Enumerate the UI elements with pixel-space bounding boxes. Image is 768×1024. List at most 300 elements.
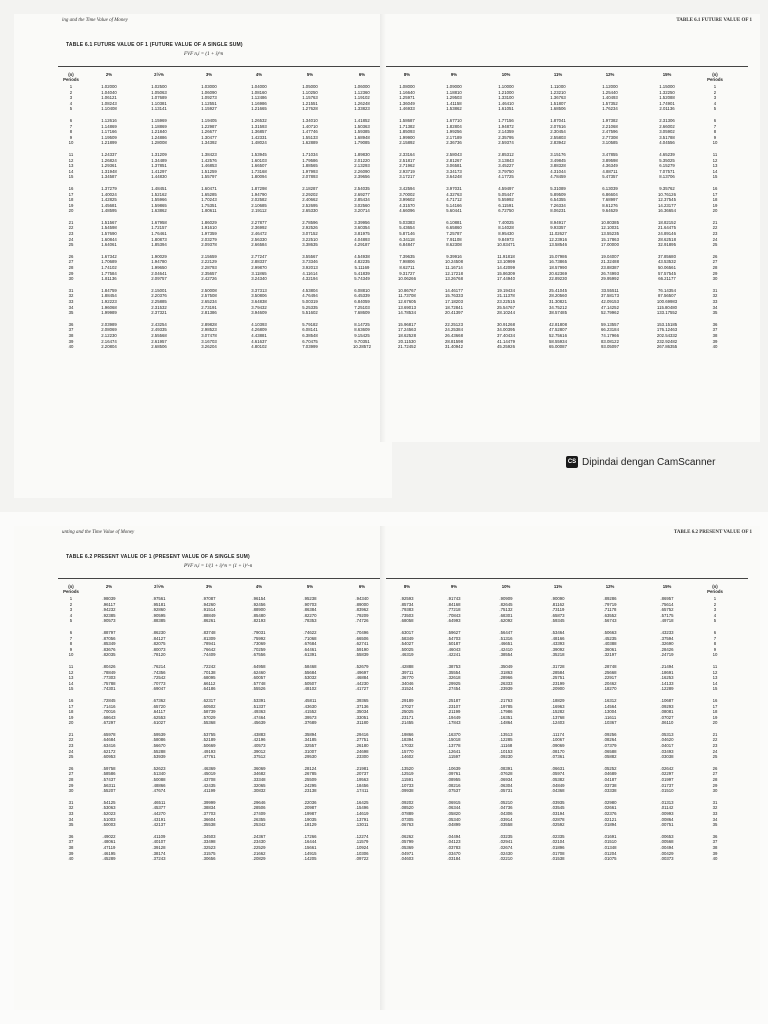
table-cell: .00568 (660, 839, 674, 845)
table-cell: 2.88337 (251, 259, 267, 265)
table-cell: 3.60354 (354, 225, 370, 231)
table-cell: 33 (712, 811, 718, 816)
table-cell: .56311 (102, 782, 116, 788)
table-cell: .48166 (551, 635, 565, 641)
column-header: 6% (358, 72, 366, 77)
column-header: 8% (403, 72, 411, 77)
table-cell: 15.07986 (549, 253, 567, 259)
table-cell: 1.41158 (446, 100, 462, 106)
table-column (480, 584, 532, 862)
table-cell: 24 (68, 236, 74, 242)
table-cell: .48102 (303, 686, 317, 692)
column-header: 5% (306, 72, 314, 77)
table-cell: 9.70351 (354, 338, 370, 344)
table-cell: 35 (712, 822, 718, 828)
table-cell: 1.85394 (151, 242, 167, 248)
column-header: 2½% (154, 72, 164, 77)
table-cell: 2.47596 (602, 129, 618, 135)
table-cell: 1.73168 (251, 168, 267, 174)
table-cell: 2.77308 (602, 134, 618, 140)
table-cell: 9.84973 (498, 236, 514, 242)
table-cell: .92456 (252, 601, 266, 607)
table-cell: 2.27877 (251, 219, 267, 225)
table-cell: 1.13141 (151, 106, 167, 112)
table-cell: .79719 (603, 601, 617, 607)
table-cell: 1.36763 (550, 95, 566, 101)
table-cell: 8.62308 (446, 242, 462, 248)
column-header: 11% (553, 72, 563, 77)
table-cell: .31180 (355, 720, 369, 726)
table-cell: 57.57545 (658, 270, 676, 276)
table-cell: .12285 (499, 737, 513, 743)
table-cell: .14133 (660, 680, 674, 686)
table-cell: 1.17166 (101, 129, 117, 135)
table-cell: 10 (68, 140, 74, 146)
table-cell: 6.08810 (354, 287, 370, 293)
table-cell: 1.31209 (151, 151, 167, 157)
table-cell: .89000 (355, 601, 369, 607)
table-column (636, 584, 698, 862)
table-cell: .04017 (660, 743, 674, 749)
table-cell: 1.12360 (354, 89, 370, 95)
table-cell: 1 (713, 84, 717, 89)
table-cell: .63416 (102, 743, 116, 749)
column-header: 15% (662, 72, 672, 77)
table-cell: .72845 (102, 697, 116, 703)
table-cell: .47674 (152, 788, 166, 794)
table-cell: .17032 (400, 743, 414, 749)
table-cell: .19449 (447, 714, 461, 720)
table-cell: 6.15279 (659, 163, 675, 169)
table-cell: 12.37545 (658, 197, 676, 203)
table-cell: .32065 (252, 782, 266, 788)
table-cell: .47761 (202, 754, 216, 760)
table-cell: 7.39635 (399, 253, 415, 259)
table-cell: .52623 (152, 765, 166, 771)
table-cell: .28506 (252, 805, 266, 811)
table-cell: 22 (712, 225, 718, 231)
table-cell: 2.43254 (151, 321, 167, 327)
table-cell: .64958 (252, 663, 266, 669)
table-cell: .38554 (499, 652, 513, 658)
table-cell: 52.75616 (549, 332, 567, 338)
table-cell: 8.63609 (354, 327, 370, 333)
table-cell: 17 (68, 703, 74, 709)
table-cell: .41552 (303, 709, 317, 715)
table-cell: 6.65860 (446, 225, 462, 231)
table-cell: .04849 (551, 782, 565, 788)
table-column (386, 584, 428, 862)
table-column (698, 584, 732, 862)
table-cell: .76642 (202, 646, 216, 652)
table-cell: .07305 (400, 816, 414, 822)
table-cell: 267.86355 (656, 344, 678, 350)
table-cell: 6.86604 (602, 191, 618, 197)
table-cell: .01510 (603, 839, 617, 845)
table-cell: 1.86029 (201, 219, 217, 225)
table-cell: .10367 (603, 720, 617, 726)
table-cell: .82075 (152, 641, 166, 647)
table-cell: .42241 (447, 652, 461, 658)
table-cell: .20900 (551, 686, 565, 692)
table-cell: 18.57990 (549, 265, 567, 271)
table-cell: 17.18203 (445, 299, 463, 304)
table-cell: 3.88328 (550, 163, 566, 169)
table-cell: 26 (712, 253, 718, 259)
table-cell: .18129 (303, 822, 317, 828)
table-cell: .55207 (102, 788, 116, 794)
table-cell: 2.85434 (354, 197, 370, 203)
table-cell: 12 (68, 157, 74, 163)
table-cell: 1.03000 (201, 84, 217, 89)
table-cell: 37 (712, 839, 718, 845)
table-cell: .45639 (252, 720, 266, 726)
table-cell: .21981 (355, 765, 369, 771)
table-cell: 2.66584 (251, 242, 267, 248)
table-cell: 1.94872 (498, 123, 514, 129)
table-cell: .64461 (303, 646, 317, 652)
table-cell: .62317 (202, 697, 216, 703)
table-cell: 1.67710 (446, 117, 462, 123)
table-cell: 1.21000 (498, 89, 514, 95)
table-cell: .80426 (102, 663, 116, 669)
table-cell: 1.66507 (251, 163, 267, 169)
table-cell: .74726 (355, 618, 369, 624)
table-cell: 15.86309 (497, 270, 515, 276)
table-cell: 1.92223 (101, 299, 117, 304)
table-cell: .03783 (447, 844, 461, 850)
table-cell: 3 (69, 607, 73, 613)
table-cell: .88385 (152, 618, 166, 624)
table-cell: .50025 (400, 646, 414, 652)
table-cell: 4.82235 (354, 259, 370, 265)
table-cell: .26355 (252, 816, 266, 822)
table-cell: .26785 (303, 771, 317, 777)
table-cell: .64684 (102, 737, 116, 743)
table-cell: 4.31570 (399, 202, 415, 208)
table-cell: 21.11378 (497, 293, 515, 299)
table-cell: 1.88454 (101, 293, 117, 299)
table-cell: .16312 (603, 697, 617, 703)
table-cell: 12 (712, 669, 718, 675)
table-cell: .82270 (303, 612, 317, 618)
table-cell: 1.74901 (659, 100, 675, 106)
table-cell: 31.40942 (445, 344, 463, 350)
table-cell: 2.30454 (550, 129, 566, 135)
table-cell: .21763 (499, 697, 513, 703)
table-cell: .82193 (252, 618, 266, 624)
table-cell: .30832 (252, 788, 266, 794)
table-cell: 10 (712, 652, 718, 658)
table-cell: 8 (713, 641, 717, 647)
table-cell: 15 (68, 174, 74, 180)
table-cell: .67362 (152, 697, 166, 703)
table-cell: .03470 (447, 850, 461, 856)
table-cell: .48061 (102, 839, 116, 845)
table-cell: 1.76234 (602, 106, 618, 112)
table-cell: 7.68997 (602, 197, 618, 203)
table-cell: .55288 (152, 748, 166, 754)
table-cell: 12 (712, 157, 718, 163)
table-cell: 2.39656 (354, 174, 370, 180)
table-cell: 2.26090 (354, 168, 370, 174)
table-cell: .25342 (252, 822, 266, 828)
table-cell: 36 (712, 321, 718, 327)
table-cell: 2.55803 (550, 134, 566, 140)
table-cell: .72542 (152, 675, 166, 681)
table-cell: .74301 (102, 686, 116, 692)
table-cell: 9 (69, 134, 73, 140)
table-cell: 4.66096 (399, 208, 415, 214)
table-cell: .57029 (202, 714, 216, 720)
table-cell: 15.76333 (445, 293, 463, 299)
table-cell: .65720 (152, 703, 166, 709)
table-cell: .28584 (551, 669, 565, 675)
table-cell: 3.05902 (659, 129, 675, 135)
table-cell: .92593 (400, 596, 414, 601)
table-cell: 4.61637 (251, 338, 267, 344)
table-cell: 1.88565 (302, 163, 318, 169)
table-cell: 29 (712, 782, 718, 788)
table-cell: 11 (68, 663, 74, 669)
table-cell: .34046 (400, 680, 414, 686)
table-cell: 27 (712, 771, 718, 777)
table-cell: 4.17725 (498, 174, 514, 180)
table-cell: 1.23210 (550, 89, 566, 95)
table-cell: .50003 (102, 822, 116, 828)
table-cell: 40 (68, 856, 74, 862)
table-cell: 1.42825 (101, 197, 117, 203)
table-cell: 39 (712, 850, 718, 856)
table-cell: 1.99650 (151, 265, 167, 271)
table-cell: .64186 (202, 686, 216, 692)
table-cell: .07379 (603, 743, 617, 749)
table-cell: .49697 (355, 669, 369, 675)
table-cell: 1.40710 (302, 123, 318, 129)
table-cell: 10.86767 (398, 287, 416, 293)
table-cell: 1.19405 (201, 117, 217, 123)
table-cell: .01894 (603, 822, 617, 828)
table-cell: .38753 (447, 663, 461, 669)
table-cell: .28124 (303, 765, 317, 771)
table-cell: .00864 (660, 816, 674, 822)
table-cell: 3 (69, 95, 73, 101)
table-cell: .23430 (252, 839, 266, 845)
table-cell: .00373 (660, 856, 674, 862)
table-cell: 1.60844 (101, 236, 117, 242)
table-cell: 6.72750 (498, 208, 514, 214)
table-cell: 14 (712, 168, 718, 174)
table-cell: 37 (68, 327, 74, 333)
table-cell: .86957 (660, 596, 674, 601)
table-cell: .10306 (355, 850, 369, 856)
table-cell: .21662 (252, 850, 266, 856)
right-page-fv (380, 14, 760, 442)
table-cell: 3.64838 (251, 299, 267, 304)
table-cell: .32197 (603, 652, 617, 658)
table-cell: 35 (68, 822, 74, 828)
table-cell: 25 (68, 242, 74, 248)
table-cell: .82035 (102, 652, 116, 658)
table-cell: 2.49335 (151, 327, 167, 333)
table-cell: 9 (69, 646, 73, 652)
table-cell: 18.62528 (398, 332, 416, 338)
table-cell: .00429 (660, 850, 674, 856)
table-cell: 22.25123 (445, 321, 463, 327)
table-cell: 1.96068 (101, 304, 117, 310)
table-cell: 40 (712, 856, 718, 862)
table-cell: 12.67605 (398, 299, 416, 304)
table-cell: 6.84847 (399, 242, 415, 248)
table-cell: 15 (68, 686, 74, 692)
table-cell: 4.71712 (446, 197, 462, 203)
table-cell: 1.32250 (659, 89, 675, 95)
table-cell: .01691 (603, 833, 617, 839)
table-cell: 6 (713, 117, 717, 123)
column-header: 15% (662, 584, 672, 589)
table-cell: 1.22987 (201, 123, 217, 129)
table-cell: .35218 (551, 652, 565, 658)
table-cell: 21.72452 (398, 344, 416, 350)
table-cell: .05799 (400, 839, 414, 845)
table-column (480, 72, 532, 350)
table-cell: 14.46177 (445, 287, 463, 293)
table-cell: 3.02560 (354, 202, 370, 208)
table-cell: 2.03279 (201, 236, 217, 242)
table-cell: 7 (713, 635, 717, 641)
table-cell: 1.76461 (151, 231, 167, 237)
column-header: (n) Periods (63, 72, 79, 83)
table-column (58, 72, 84, 350)
table-rule-top (58, 578, 388, 579)
table-cell: .02210 (499, 856, 513, 862)
table-cell: 1.59385 (354, 129, 370, 135)
table-cell: 3.51788 (659, 134, 675, 140)
table-cell: 15 (712, 174, 718, 180)
table-cell: 1.44830 (151, 174, 167, 180)
table-cell: 3.06581 (446, 163, 462, 169)
table-cell: 1.26248 (354, 100, 370, 106)
table-cell: 1.80094 (251, 174, 267, 180)
table-cell: .86261 (202, 618, 216, 624)
table-cell: 24 (68, 748, 74, 754)
table-cell: .13011 (355, 822, 369, 828)
table-cell: 8.14725 (354, 321, 370, 327)
table-cell: .68058 (400, 618, 414, 624)
table-cell: 26 (68, 765, 74, 771)
table-cell: 1.31593 (251, 123, 267, 129)
table-cell: 11.02627 (549, 231, 567, 237)
table-cell: .75132 (499, 607, 513, 613)
table-cell: 18.72841 (445, 304, 463, 310)
table-cell: .04494 (447, 833, 461, 839)
table-cell: .86384 (303, 607, 317, 613)
table-cell: .01896 (551, 844, 565, 850)
table-cell: 2.15892 (399, 140, 415, 146)
table-cell: .85349 (102, 641, 116, 647)
table-cell: 2.21068 (602, 123, 618, 129)
table-cell: .70138 (202, 669, 216, 675)
table-cell: 2.61957 (151, 338, 167, 344)
table-cell: .19987 (303, 811, 317, 816)
table-cell: .15282 (551, 709, 565, 715)
table-cell: 17 (712, 191, 718, 197)
table-cell: 35 (712, 310, 718, 316)
table-cell: 28 (68, 777, 74, 783)
table-cell: 4.04893 (354, 236, 370, 242)
table-cell: 4.11614 (302, 270, 318, 276)
table-cell: 1.33100 (498, 95, 514, 101)
table-cell: 1.38423 (201, 151, 217, 157)
table-cell: .04736 (499, 805, 513, 811)
table-cell: 3.10585 (602, 140, 618, 146)
table-cell: .19785 (499, 703, 513, 709)
table-cell: 232.92482 (656, 338, 678, 344)
table-cell: .76214 (152, 663, 166, 669)
table-cell: .85734 (400, 601, 414, 607)
table-cell: 1.25971 (399, 95, 415, 101)
table-cell: .11611 (603, 714, 617, 720)
table-cell: .50187 (447, 641, 461, 647)
table-cell: 25 (712, 754, 718, 760)
table-cell: 8.13706 (659, 174, 675, 180)
table-cell: .54703 (447, 635, 461, 641)
table-cell: 3.38635 (302, 242, 318, 248)
table-cell: .02430 (499, 850, 513, 856)
table-cell: 18 (712, 709, 718, 715)
table-cell: .58739 (202, 709, 216, 715)
table-cell: 2.85312 (498, 151, 514, 157)
table-cell: 8.95430 (498, 231, 514, 237)
table-cell: 1.55966 (151, 197, 167, 203)
table-cell: .09722 (355, 856, 369, 862)
table-column (584, 72, 636, 350)
table-cell: 1.05000 (302, 84, 318, 89)
table-cell: .23199 (551, 680, 565, 686)
table-cell: .64993 (447, 618, 461, 624)
table-cell: 6 (69, 117, 73, 123)
table-cell: 1.53862 (446, 106, 462, 112)
table-cell: 1.52162 (151, 191, 167, 197)
table-cell: 1.08000 (399, 84, 415, 89)
table-cell: .05382 (551, 777, 565, 783)
table-cell: .58586 (102, 771, 116, 777)
table-cell: 25 (712, 242, 718, 248)
table-cell: .23939 (499, 686, 513, 692)
table-cell: 1.85093 (399, 129, 415, 135)
table-cell: 3.11865 (251, 270, 267, 276)
table-cell: 2.31306 (659, 117, 675, 123)
table-cell: .05210 (499, 799, 513, 805)
table-cell: .68301 (499, 612, 513, 618)
table-cell: .44230 (355, 680, 369, 686)
table-cell: 19.19434 (497, 287, 515, 293)
table-cell: 37.85680 (658, 253, 676, 259)
table-cell: 3.47855 (602, 151, 618, 157)
table-cell: 115.80480 (657, 304, 677, 310)
table-cell: .18829 (551, 697, 565, 703)
table-cell: 9.35762 (659, 185, 675, 191)
table-cell: 1.24886 (151, 134, 167, 140)
table-cell: 1.63862 (151, 208, 167, 214)
table-cell: .73069 (252, 641, 266, 647)
table-cell: 6 (69, 629, 73, 635)
table-cell: 1.53945 (251, 151, 267, 157)
table-cell: .02297 (660, 771, 674, 777)
table-cell: .28748 (603, 663, 617, 669)
table-cell: .20829 (252, 856, 266, 862)
table-cell: 2.98523 (201, 327, 217, 333)
